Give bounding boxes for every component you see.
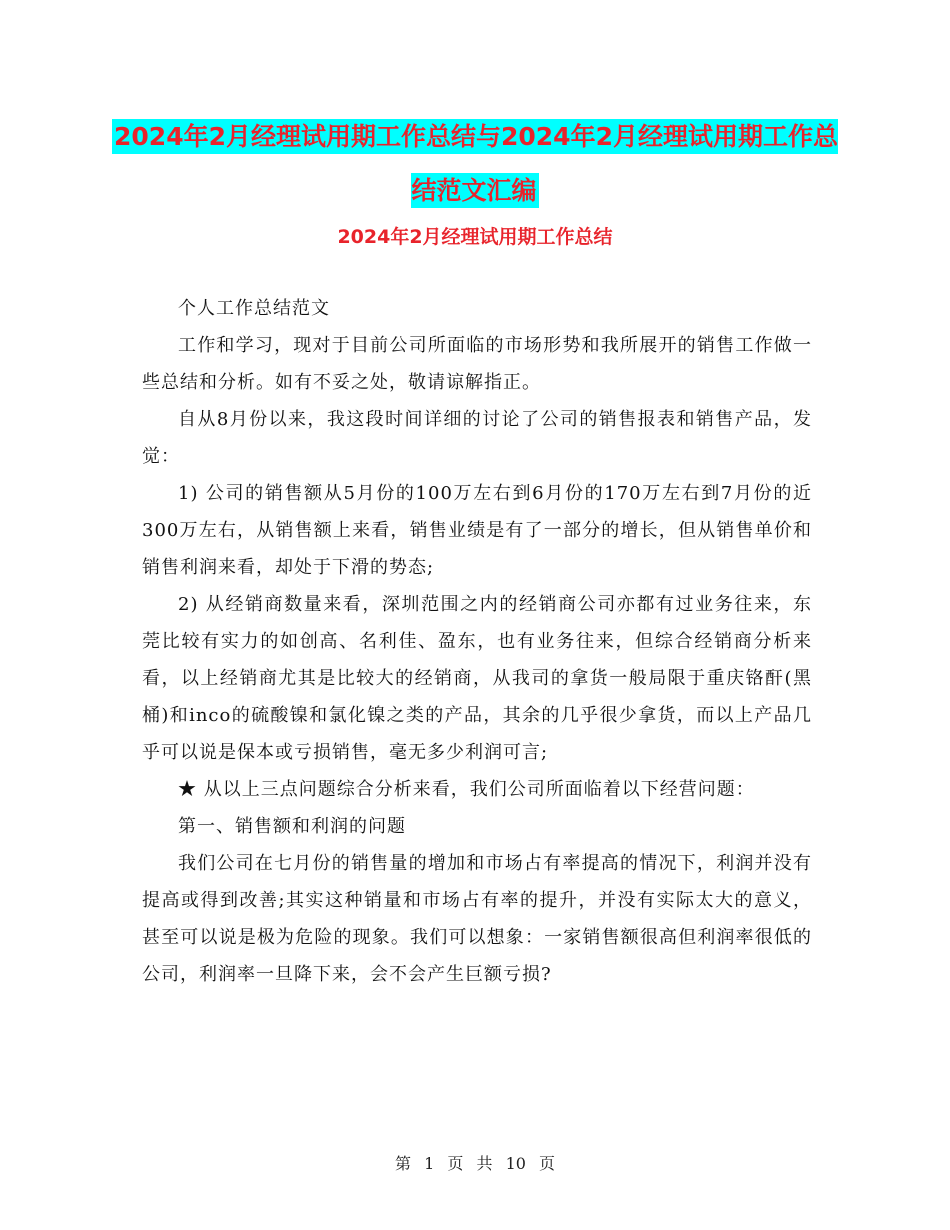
- document-title: [100, 110, 850, 218]
- footer-label-page: 第: [394, 1154, 411, 1173]
- paragraph: 个人工作总结范文: [178, 298, 330, 319]
- document-title-text: 2024年2月经理试用期工作总结与2024年2月经理试用期工作总结范文汇编: [112, 119, 838, 208]
- footer-label-total: 共: [476, 1154, 493, 1173]
- paragraph: 自从8月份以来，我这段时间详细的讨论了公司的销售报表和销售产品，发觉：: [142, 409, 812, 467]
- page-footer: [0, 1152, 950, 1176]
- paragraph: ★ 从以上三点问题综合分析来看，我们公司所面临着以下经营问题：: [178, 779, 755, 800]
- document-body: [142, 290, 812, 993]
- footer-label-end: 页: [539, 1154, 556, 1173]
- paragraph: 工作和学习，现对于目前公司所面临的市场形势和我所展开的销售工作做一些总结和分析。如有不妥之处，敬请谅解指正。: [142, 335, 812, 393]
- paragraph: 1) 公司的销售额从5月份的100万左右到6月份的170万左右到7月份的近300万左右，从销售额上来看，销售业绩是有了一部分的增长，但从销售单价和销售利润来看，却处于下滑的势态;: [142, 483, 812, 578]
- footer-total-pages: 10: [505, 1154, 526, 1173]
- paragraph: 2) 从经销商数量来看，深圳范围之内的经销商公司亦都有过业务往来，东莞比较有实力的如创高、名利佳、盈东，也有业务往来，但综合经销商分析来看，以上经销商尤其是比较大的经销商，从我司的拿货一般局限于重庆铬酐(黑桶)和inco的硫酸镍和氯化镍之类的产品，其余的几乎很少拿货，而以上产品几乎可以说是保本或亏损销售，毫无多少利润可言;: [142, 594, 812, 763]
- footer-current-page: 1: [424, 1154, 435, 1173]
- paragraph: 我们公司在七月份的销售量的增加和市场占有率提高的情况下，利润并没有提高或得到改善;其实这种销量和市场占有率的提升，并没有实际太大的意义，甚至可以说是极为危险的现象。我们可以想象：一家销售额很高但利润率很低的公司，利润率一旦降下来，会不会产生巨额亏损?: [142, 853, 812, 985]
- section-title: 2024年2月经理试用期工作总结: [337, 226, 613, 248]
- paragraph: 第一、销售额和利润的问题: [178, 816, 406, 837]
- footer-label-of: 页: [447, 1154, 464, 1173]
